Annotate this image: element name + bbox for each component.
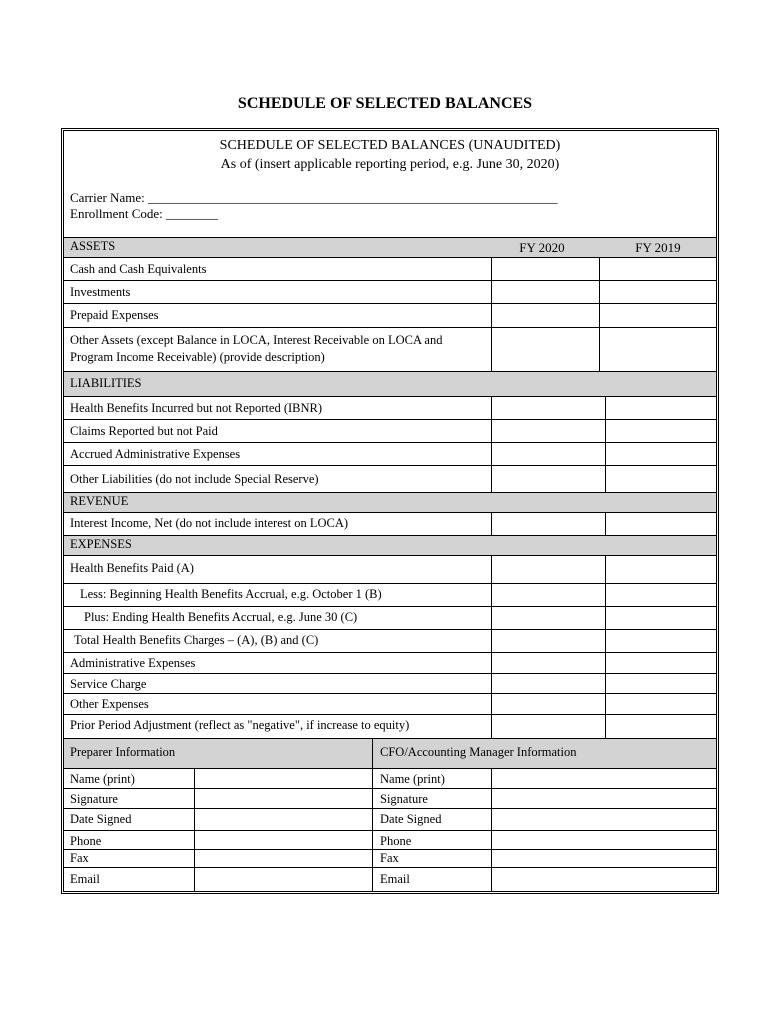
- revenue-label: REVENUE: [70, 494, 129, 508]
- cfo-field-label: Date Signed: [380, 812, 442, 826]
- schedule-form: [61, 128, 719, 894]
- liabilities-section-header: [64, 371, 716, 396]
- cfo-field-label: Email: [380, 872, 410, 886]
- asset-row-label: Investments: [70, 285, 131, 299]
- expense-row-label: Other Expenses: [70, 697, 149, 711]
- expense-row-label: Plus: Ending Health Benefits Accrual, e.g. June 30 (C): [84, 610, 358, 624]
- revenue-row-label: Interest Income, Net (do not include interest on LOCA): [70, 516, 349, 530]
- expense-row-label: Health Benefits Paid (A): [70, 561, 194, 575]
- preparer-field-label: Phone: [70, 834, 102, 848]
- revenue-section-header: [64, 492, 716, 512]
- asset-row-label-cont: Program Income Receivable) (provide description): [70, 350, 325, 364]
- expense-row-label: Administrative Expenses: [70, 656, 196, 670]
- enrollment-code-field[interactable]: Enrollment Code: ________: [70, 206, 219, 221]
- preparer-field-label: Name (print): [70, 772, 135, 786]
- preparer-field-label: Fax: [70, 851, 89, 865]
- cfo-field-label: Phone: [380, 834, 412, 848]
- asset-row-label: Cash and Cash Equivalents: [70, 262, 207, 276]
- expense-row-label: Service Charge: [70, 677, 147, 691]
- contact-info-header: [64, 738, 716, 768]
- liability-row-label: Health Benefits Incurred but not Reported (IBNR): [70, 401, 323, 415]
- asset-row-label: Prepaid Expenses: [70, 308, 159, 322]
- expense-row-label: Prior Period Adjustment (reflect as "negative", if increase to equity): [70, 718, 410, 732]
- preparer-field-label: Signature: [70, 792, 118, 806]
- expenses-label: EXPENSES: [70, 537, 132, 551]
- asset-value-fy2019[interactable]: [600, 258, 715, 370]
- carrier-name-field[interactable]: Carrier Name: _______________________________________________________________: [70, 190, 558, 205]
- page-title: SCHEDULE OF SELECTED BALANCES: [237, 95, 533, 112]
- cfo-field-label: Name (print): [380, 772, 445, 786]
- expense-row-label: Total Health Benefits Charges – (A), (B) and (C): [74, 633, 319, 647]
- column-fy2019: FY 2019: [635, 240, 681, 255]
- liability-row-label: Accrued Administrative Expenses: [70, 447, 241, 461]
- cfo-heading: CFO/Accounting Manager Information: [380, 745, 577, 759]
- cfo-field-label: Signature: [380, 792, 428, 806]
- liability-row-label: Other Liabilities (do not include Special Reserve): [70, 472, 319, 486]
- preparer-field-label: Email: [70, 872, 100, 886]
- preparer-heading: Preparer Information: [70, 745, 176, 759]
- liability-row-label: Claims Reported but not Paid: [70, 424, 218, 438]
- form-subheading: As of (insert applicable reporting period, e.g. June 30, 2020): [220, 157, 560, 172]
- asset-row-label: Other Assets (except Balance in LOCA, Interest Receivable on LOCA and: [70, 333, 443, 347]
- assets-label: ASSETS: [70, 239, 116, 253]
- form-heading: SCHEDULE OF SELECTED BALANCES (UNAUDITED): [219, 138, 561, 153]
- liabilities-label: LIABILITIES: [70, 376, 142, 390]
- cfo-field-label: Fax: [380, 851, 399, 865]
- preparer-field-label: Date Signed: [70, 812, 132, 826]
- column-fy2020: FY 2020: [519, 240, 565, 255]
- expenses-section-header: [64, 535, 716, 555]
- expense-row-label: Less: Beginning Health Benefits Accrual, e.g. October 1 (B): [80, 587, 382, 601]
- preparer-input-column[interactable]: [195, 769, 371, 890]
- asset-value-fy2020[interactable]: [492, 258, 598, 370]
- cfo-input-column[interactable]: [492, 769, 715, 890]
